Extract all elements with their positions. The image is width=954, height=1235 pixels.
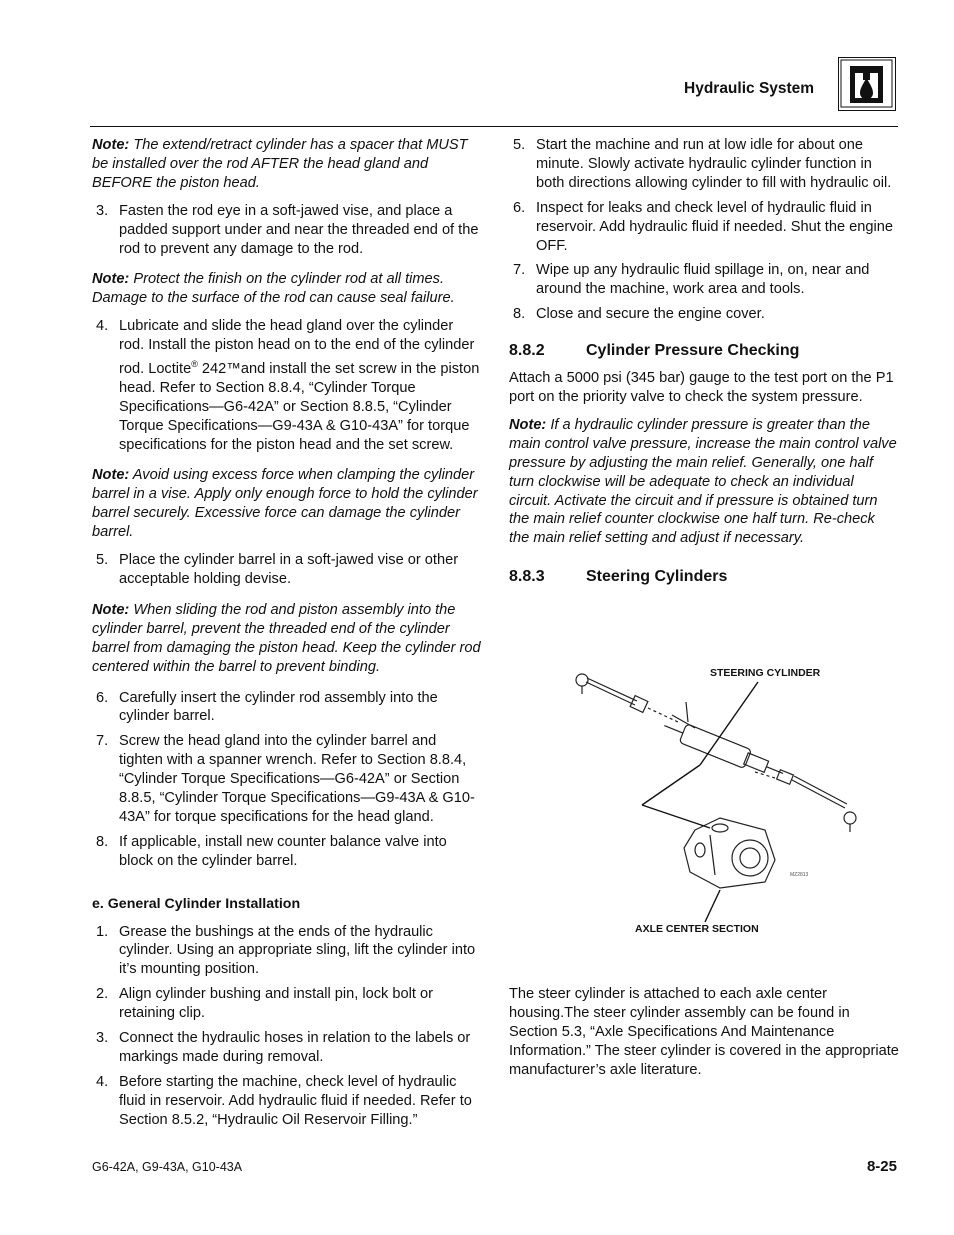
section-heading-steering: 8.8.3 Steering Cylinders [509, 568, 728, 586]
subheading-general-installation: e. General Cylinder Installation [92, 895, 301, 912]
list-item: 5. Place the cylinder barrel in a soft-jawed vise or other acceptable holding devise. [96, 552, 459, 587]
list-item: 7. Wipe up any hydraulic fluid spillage in, on, near and around the machine, work area and tools. [513, 262, 870, 298]
hydraulic-drop-icon [838, 57, 896, 111]
note-sliding-rod: Note: When sliding the rod and piston assembly into the cylinder barrel, prevent the threaded end of the cylinder barrel from damaging the piston head. Keep the cylinder rod centered within the barrel to prevent binding. [92, 601, 481, 675]
header-divider [90, 126, 898, 127]
steering-cylinder-figure [560, 660, 880, 940]
section-title: Hydraulic System [684, 80, 815, 97]
figure-label-axle-center: AXLE CENTER SECTION [635, 923, 759, 935]
steer-cylinder-paragraph: The steer cylinder is attached to each axle center housing.The steer cylinder assembly can be found in Section 5.3, “Axle Specifications And Maintenance Information.” The steer cylinder is covered in the appropriate manufacturer’s axle literature. [509, 986, 899, 1078]
list-item: 7. Screw the head gland into the cylinder barrel and tighten with a spanner wrench. Refer to Section 8.8.4, “Cylinder Torque Specifications—G6-42A” or Section 8.8.5, “Cylinder Torque Specifications—G9-43A & G10-43A” for torque specifications for the head gland. [96, 733, 475, 825]
list-item: 8. If applicable, install new counter balance valve into block on the cylinder barrel. [96, 833, 447, 869]
figure-label-steering-cylinder: STEERING CYLINDER [710, 667, 821, 679]
list-item: 6. Carefully insert the cylinder rod assembly into the cylinder barrel. [96, 689, 438, 725]
note-excess-force: Note: Avoid using excess force when clamping the cylinder barrel in a vise. Apply only enough force to hold the cylinder barrel securely. Excessive force can damage the cylinder barrel. [92, 467, 478, 541]
list-item: 3. Connect the hydraulic hoses in relation to the labels or markings made during removal. [96, 1030, 471, 1066]
list-item: 6. Inspect for leaks and check level of hydraulic fluid in reservoir. Add hydraulic fluid if needed. Shut the engine OFF. [513, 199, 893, 254]
steering-cylinder-illustration [560, 660, 880, 940]
list-item: 1. Grease the bushings at the ends of the hydraulic cylinder. Using an appropriate sling, lift the cylinder into it’s mounting position. [96, 923, 476, 978]
page-number: 8-25 [866, 1158, 897, 1175]
list-item: 2. Align cylinder bushing and install pin, lock bolt or retaining clip. [96, 986, 433, 1022]
right-column [509, 136, 899, 595]
list-item: 4. Before starting the machine, check level of hydraulic fluid in reservoir. Add hydraulic fluid if needed. Refer to Section 8.5.2, “Hydraulic Oil Reservoir Filling.” [96, 1073, 472, 1128]
list-item: 8. Close and secure the engine cover. [513, 306, 765, 323]
note-spacer: Note: The extend/retract cylinder has a spacer that MUST be installed over the rod AFTER the head gland and BEFORE the piston head. [92, 137, 468, 191]
pressure-paragraph: Attach a 5000 psi (345 bar) gauge to the test port on the P1 port on the priority valve to check the system pressure. [509, 370, 894, 405]
figure-code: MZ2813 [790, 872, 809, 878]
section-heading-pressure: 8.8.2 Cylinder Pressure Checking [509, 342, 800, 360]
note-pressure: Note: If a hydraulic cylinder pressure is greater than the main control valve pressure, increase the main control valve pressure by adjusting the main relief. Generally, one half turn clockwise will be adequate to check an individual circuit. Activate the circuit and if pressure is obtained turn the main relief counter clockwise one half turn. Re-check the main relief setting and adjust if necessary. [509, 416, 897, 547]
note-rod-finish: Note: Protect the finish on the cylinder rod at all times. Damage to the surface of the rod can cause seal failure. [92, 271, 455, 307]
list-item: 5. Start the machine and run at low idle for about one minute. Slowly activate hydraulic cylinder function in both directions allowing cylinder to fill with hydraulic oil. [513, 137, 892, 191]
left-column [92, 136, 482, 1136]
footer-models: G6-42A, G9-43A, G10-43A [92, 1160, 243, 1174]
list-item: 4. Lubricate and slide the head gland over the cylinder rod. Install the piston head on to the end of the cylinder rod. Loctite® 242™and install the set screw in the piston head. Refer to Section 8.8.4, “Cylinder Torque Specifications—G6-42A” or Section 8.8.5, “Cylinder Torque Specifications—G9-43A & G10-43A” for torque specifications for the piston head and the set screw. [96, 318, 480, 453]
list-item: 3. Fasten the rod eye in a soft-jawed vise, and place a padded support under and near the threaded end of the rod to prevent any damage to the rod. [96, 202, 479, 257]
